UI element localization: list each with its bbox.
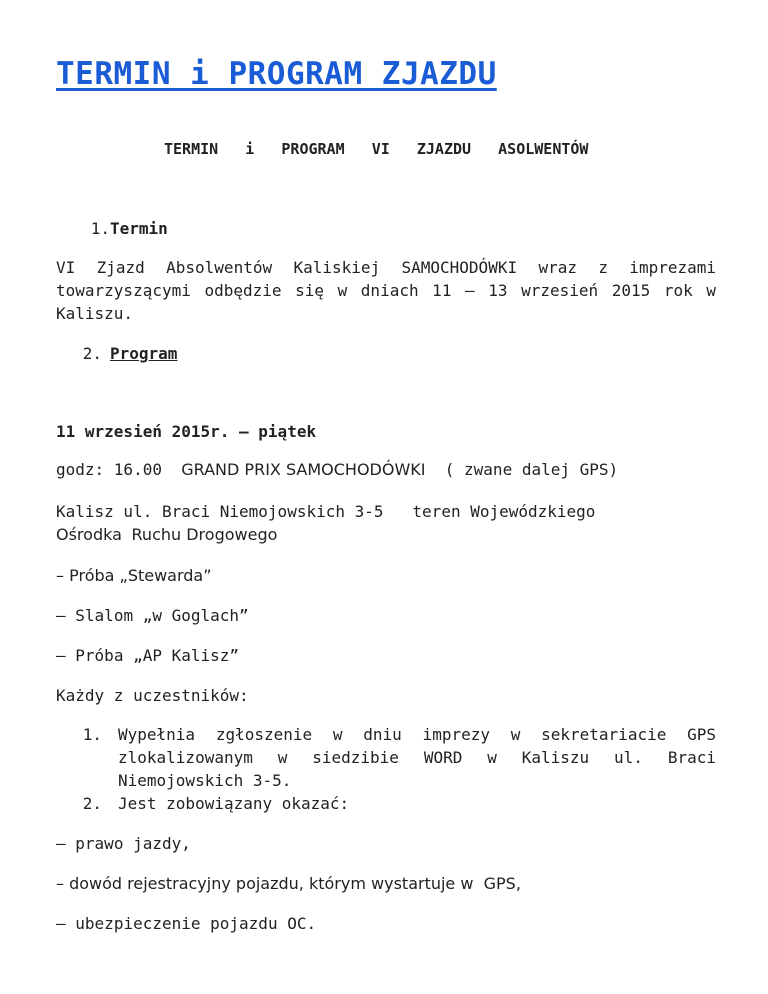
location-line-2-rest: Ruchu Drogowego <box>131 525 278 544</box>
location-line-2 <box>56 523 277 546</box>
steps-list-item-1 <box>56 723 716 793</box>
location-line-2-prefix: Ośrodka <box>56 525 122 544</box>
document-item <box>56 912 316 935</box>
subtitle: TERMIN i PROGRAM VI ZJAZDU ASOLWENTÓW <box>164 140 589 158</box>
participants-intro: Każdy z uczestników: <box>56 686 249 705</box>
section-2-number: 2. <box>82 344 102 363</box>
time-line <box>56 458 618 481</box>
step-number: 1. <box>82 725 102 744</box>
trial-dash: – <box>56 646 66 665</box>
page-title-link[interactable]: TERMIN i PROGRAM ZJAZDU <box>56 56 497 92</box>
trial-dash: – <box>56 606 66 625</box>
trial-item <box>56 644 239 667</box>
section-1-heading <box>56 217 168 240</box>
step-text: Jest zobowiązany okazać: <box>118 794 350 813</box>
step-text: Wypełnia zgłoszenie w dniu imprezy w sekretariacie GPS zlokalizowanym w siedzibie WORD w Kaliszu ul. Braci Niemojowskich 3-5. <box>118 725 716 790</box>
day-heading-text: 11 wrzesień 2015r. – piątek <box>56 422 317 441</box>
section-1-title: Termin <box>110 219 168 238</box>
document-dash: – <box>56 874 64 893</box>
document-item <box>56 832 191 855</box>
document-text: ubezpieczenie pojazdu OC. <box>75 914 317 933</box>
trial-text: Próba „Stewarda” <box>69 566 212 585</box>
step-number: 2. <box>82 794 102 813</box>
trial-dash: – <box>56 566 64 585</box>
section-1-number: 1. <box>90 219 110 238</box>
trial-text: Slalom „w Goglach” <box>75 606 249 625</box>
event-note: ( zwane dalej GPS) <box>444 460 619 479</box>
section-2-title: Program <box>110 344 178 363</box>
trial-item <box>56 564 212 587</box>
section-2-heading <box>56 342 177 365</box>
location-line-1: Kalisz ul. Braci Niemojowskich 3-5 teren Wojewódzkiego <box>56 502 596 521</box>
event-name: GRAND PRIX SAMOCHODÓWKI <box>181 460 426 479</box>
trial-item <box>56 604 249 627</box>
document-text: dowód rejestracyjny pojazdu, którym wystartuje w GPS, <box>69 874 521 893</box>
trial-text: Próba „AP Kalisz” <box>75 646 240 665</box>
day-heading <box>56 420 316 443</box>
document-text: prawo jazdy, <box>75 834 191 853</box>
document-item <box>56 872 521 895</box>
document-dash: – <box>56 834 66 853</box>
event-time: godz: 16.00 <box>56 460 162 479</box>
paragraph-1: VI Zjazd Absolwentów Kaliskiej SAMOCHODÓWKI wraz z imprezami towarzyszącymi odbędzie się w dniach 11 – 13 wrzesień 2015 rok w Kaliszu. <box>56 258 716 323</box>
document-dash: – <box>56 914 66 933</box>
